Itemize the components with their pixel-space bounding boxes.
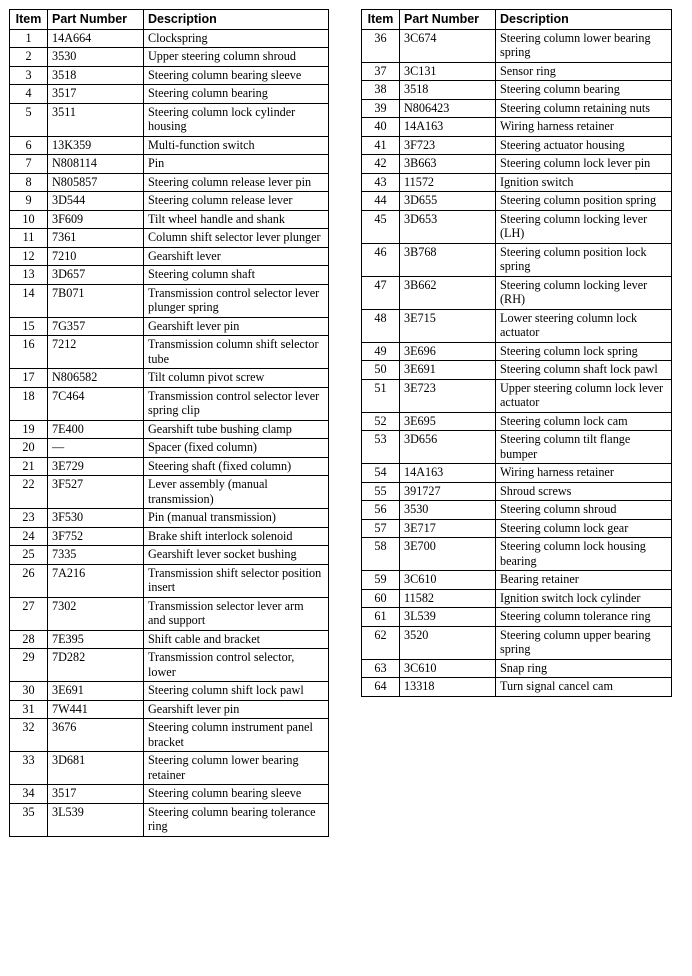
description-cell: Snap ring — [496, 659, 672, 678]
description-cell: Sensor ring — [496, 62, 672, 81]
table-row — [362, 589, 672, 608]
table-row — [10, 29, 329, 48]
part-number-cell: — — [48, 439, 144, 458]
part-number-cell: 3D656 — [400, 431, 496, 464]
part-number-cell: 3E729 — [48, 457, 144, 476]
table-row — [362, 379, 672, 412]
item-number-cell: 27 — [10, 597, 48, 630]
description-cell: Transmission column shift selector tube — [144, 336, 329, 369]
table-row — [362, 678, 672, 697]
part-number-cell: 3E700 — [400, 538, 496, 571]
description-cell: Steering column lock gear — [496, 519, 672, 538]
table-row — [10, 136, 329, 155]
description-cell: Wiring harness retainer — [496, 464, 672, 483]
part-number-cell: 3C610 — [400, 659, 496, 678]
description-cell: Steering column shaft lock pawl — [496, 361, 672, 380]
item-number-cell: 31 — [10, 700, 48, 719]
item-number-cell: 38 — [362, 81, 400, 100]
part-number-cell: 3E696 — [400, 342, 496, 361]
table-row — [362, 276, 672, 309]
table-row — [362, 464, 672, 483]
table-row — [10, 369, 329, 388]
item-number-cell: 61 — [362, 608, 400, 627]
item-number-cell: 37 — [362, 62, 400, 81]
table-row — [362, 431, 672, 464]
description-cell: Steering column bearing sleeve — [144, 66, 329, 85]
part-number-cell: 3E691 — [400, 361, 496, 380]
description-cell: Wiring harness retainer — [496, 118, 672, 137]
part-number-cell: 3517 — [48, 85, 144, 104]
item-number-cell: 25 — [10, 546, 48, 565]
part-number-cell: 7E395 — [48, 630, 144, 649]
part-number-cell: 3F530 — [48, 509, 144, 528]
part-number-cell: 3D657 — [48, 266, 144, 285]
column-header-part-number: Part Number — [48, 10, 144, 30]
table-header-row — [362, 10, 672, 30]
description-cell: Ignition switch lock cylinder — [496, 589, 672, 608]
table-row — [362, 538, 672, 571]
item-number-cell: 6 — [10, 136, 48, 155]
table-row — [362, 659, 672, 678]
table-row — [10, 229, 329, 248]
item-number-cell: 50 — [362, 361, 400, 380]
item-number-cell: 57 — [362, 519, 400, 538]
description-cell: Shroud screws — [496, 482, 672, 501]
description-cell: Steering column lock housing bearing — [496, 538, 672, 571]
table-row — [10, 155, 329, 174]
table-row — [362, 62, 672, 81]
table-row — [362, 501, 672, 520]
table-row — [362, 155, 672, 174]
part-number-cell: 7E400 — [48, 420, 144, 439]
table-row — [10, 803, 329, 836]
item-number-cell: 39 — [362, 99, 400, 118]
description-cell: Steering column lock spring — [496, 342, 672, 361]
part-number-cell: 3C674 — [400, 29, 496, 62]
part-number-cell: 3E717 — [400, 519, 496, 538]
item-number-cell: 54 — [362, 464, 400, 483]
description-cell: Turn signal cancel cam — [496, 678, 672, 697]
part-number-cell: 3517 — [48, 785, 144, 804]
description-cell: Steering column bearing — [144, 85, 329, 104]
table-row — [362, 118, 672, 137]
part-number-cell: 3C131 — [400, 62, 496, 81]
part-number-cell: 13K359 — [48, 136, 144, 155]
table-row — [362, 626, 672, 659]
item-number-cell: 45 — [362, 210, 400, 243]
table-row — [362, 173, 672, 192]
description-cell: Steering column locking lever (LH) — [496, 210, 672, 243]
description-cell: Tilt wheel handle and shank — [144, 210, 329, 229]
description-cell: Gearshift lever pin — [144, 700, 329, 719]
description-cell: Tilt column pivot screw — [144, 369, 329, 388]
item-number-cell: 20 — [10, 439, 48, 458]
table-row — [10, 284, 329, 317]
part-number-cell: 14A163 — [400, 118, 496, 137]
description-cell: Steering column lock lever pin — [496, 155, 672, 174]
description-cell: Steering column retaining nuts — [496, 99, 672, 118]
part-number-cell: N808114 — [48, 155, 144, 174]
item-number-cell: 5 — [10, 103, 48, 136]
table-row — [362, 192, 672, 211]
item-number-cell: 56 — [362, 501, 400, 520]
part-number-cell: 7G357 — [48, 317, 144, 336]
part-number-cell: 7W441 — [48, 700, 144, 719]
column-header-part-number: Part Number — [400, 10, 496, 30]
description-cell: Steering column shroud — [496, 501, 672, 520]
part-number-cell: 3D653 — [400, 210, 496, 243]
description-cell: Pin (manual transmission) — [144, 509, 329, 528]
item-number-cell: 60 — [362, 589, 400, 608]
item-number-cell: 24 — [10, 527, 48, 546]
item-number-cell: 64 — [362, 678, 400, 697]
description-cell: Transmission control selector lever plunger spring — [144, 284, 329, 317]
part-number-cell: 3C610 — [400, 571, 496, 590]
item-number-cell: 7 — [10, 155, 48, 174]
part-number-cell: 7A216 — [48, 564, 144, 597]
description-cell: Steering column tilt flange bumper — [496, 431, 672, 464]
table-row — [10, 682, 329, 701]
table-row — [10, 85, 329, 104]
part-number-cell: 7302 — [48, 597, 144, 630]
table-row — [362, 482, 672, 501]
item-number-cell: 48 — [362, 309, 400, 342]
column-header-item: Item — [10, 10, 48, 30]
item-number-cell: 62 — [362, 626, 400, 659]
item-number-cell: 42 — [362, 155, 400, 174]
item-number-cell: 58 — [362, 538, 400, 571]
description-cell: Steering column bearing sleeve — [144, 785, 329, 804]
part-number-cell: 7361 — [48, 229, 144, 248]
item-number-cell: 21 — [10, 457, 48, 476]
description-cell: Spacer (fixed column) — [144, 439, 329, 458]
part-number-cell: N806582 — [48, 369, 144, 388]
part-number-cell: 7B071 — [48, 284, 144, 317]
part-number-cell: 3F527 — [48, 476, 144, 509]
part-number-cell: 3F752 — [48, 527, 144, 546]
table-row — [10, 210, 329, 229]
item-number-cell: 28 — [10, 630, 48, 649]
part-number-cell: 3518 — [48, 66, 144, 85]
part-number-cell: 3E715 — [400, 309, 496, 342]
item-number-cell: 51 — [362, 379, 400, 412]
part-number-cell: 7D282 — [48, 649, 144, 682]
description-cell: Steering column lower bearing retainer — [144, 752, 329, 785]
description-cell: Transmission control selector lever spring clip — [144, 387, 329, 420]
description-cell: Steering column tolerance ring — [496, 608, 672, 627]
item-number-cell: 23 — [10, 509, 48, 528]
column-header-description: Description — [144, 10, 329, 30]
table-row — [362, 210, 672, 243]
item-number-cell: 29 — [10, 649, 48, 682]
table-row — [10, 48, 329, 67]
description-cell: Steering column position lock spring — [496, 243, 672, 276]
item-number-cell: 12 — [10, 247, 48, 266]
item-number-cell: 13 — [10, 266, 48, 285]
table-row — [10, 630, 329, 649]
part-number-cell: 14A664 — [48, 29, 144, 48]
part-number-cell: 3530 — [48, 48, 144, 67]
part-number-cell: 11582 — [400, 589, 496, 608]
description-cell: Transmission shift selector position insert — [144, 564, 329, 597]
table-row — [362, 412, 672, 431]
table-row — [10, 336, 329, 369]
part-number-cell: 3676 — [48, 719, 144, 752]
description-cell: Steering column position spring — [496, 192, 672, 211]
part-number-cell: 3E723 — [400, 379, 496, 412]
item-number-cell: 10 — [10, 210, 48, 229]
item-number-cell: 49 — [362, 342, 400, 361]
table-row — [10, 420, 329, 439]
part-number-cell: 7212 — [48, 336, 144, 369]
description-cell: Steering column lower bearing spring — [496, 29, 672, 62]
table-row — [362, 81, 672, 100]
description-cell: Steering column lock cylinder housing — [144, 103, 329, 136]
description-cell: Steering column release lever pin — [144, 173, 329, 192]
description-cell: Steering column upper bearing spring — [496, 626, 672, 659]
item-number-cell: 22 — [10, 476, 48, 509]
part-number-cell: 3D655 — [400, 192, 496, 211]
table-row — [10, 752, 329, 785]
item-number-cell: 34 — [10, 785, 48, 804]
item-number-cell: 40 — [362, 118, 400, 137]
item-number-cell: 11 — [10, 229, 48, 248]
description-cell: Gearshift tube bushing clamp — [144, 420, 329, 439]
item-number-cell: 17 — [10, 369, 48, 388]
item-number-cell: 32 — [10, 719, 48, 752]
description-cell: Lever assembly (manual transmission) — [144, 476, 329, 509]
description-cell: Column shift selector lever plunger — [144, 229, 329, 248]
part-number-cell: 3L539 — [400, 608, 496, 627]
part-number-cell: 11572 — [400, 173, 496, 192]
table-row — [10, 719, 329, 752]
table-row — [10, 700, 329, 719]
part-number-cell: 7210 — [48, 247, 144, 266]
part-number-cell: 3L539 — [48, 803, 144, 836]
table-row — [10, 546, 329, 565]
description-cell: Gearshift lever — [144, 247, 329, 266]
item-number-cell: 35 — [10, 803, 48, 836]
part-number-cell: 3511 — [48, 103, 144, 136]
description-cell: Ignition switch — [496, 173, 672, 192]
parts-table-right — [361, 9, 672, 697]
table-row — [362, 309, 672, 342]
parts-table-right-body — [362, 29, 672, 696]
table-row — [362, 99, 672, 118]
part-number-cell: 3E691 — [48, 682, 144, 701]
part-number-cell: N805857 — [48, 173, 144, 192]
description-cell: Multi-function switch — [144, 136, 329, 155]
item-number-cell: 4 — [10, 85, 48, 104]
item-number-cell: 2 — [10, 48, 48, 67]
column-header-item: Item — [362, 10, 400, 30]
table-row — [10, 476, 329, 509]
item-number-cell: 1 — [10, 29, 48, 48]
description-cell: Steering column shift lock pawl — [144, 682, 329, 701]
table-row — [10, 192, 329, 211]
description-cell: Steering column shaft — [144, 266, 329, 285]
part-number-cell: 3B663 — [400, 155, 496, 174]
item-number-cell: 3 — [10, 66, 48, 85]
part-number-cell: 14A163 — [400, 464, 496, 483]
description-cell: Gearshift lever socket bushing — [144, 546, 329, 565]
table-row — [362, 243, 672, 276]
item-number-cell: 8 — [10, 173, 48, 192]
table-row — [10, 387, 329, 420]
table-row — [362, 571, 672, 590]
description-cell: Steering actuator housing — [496, 136, 672, 155]
item-number-cell: 59 — [362, 571, 400, 590]
item-number-cell: 55 — [362, 482, 400, 501]
description-cell: Shift cable and bracket — [144, 630, 329, 649]
item-number-cell: 46 — [362, 243, 400, 276]
description-cell: Pin — [144, 155, 329, 174]
description-cell: Upper steering column shroud — [144, 48, 329, 67]
table-row — [10, 66, 329, 85]
item-number-cell: 15 — [10, 317, 48, 336]
description-cell: Steering column bearing — [496, 81, 672, 100]
part-number-cell: 391727 — [400, 482, 496, 501]
table-row — [10, 597, 329, 630]
part-number-cell: 3B662 — [400, 276, 496, 309]
part-number-cell: 3F609 — [48, 210, 144, 229]
item-number-cell: 47 — [362, 276, 400, 309]
table-row — [10, 266, 329, 285]
table-row — [10, 649, 329, 682]
part-number-cell: N806423 — [400, 99, 496, 118]
item-number-cell: 18 — [10, 387, 48, 420]
part-number-cell: 3530 — [400, 501, 496, 520]
table-row — [10, 173, 329, 192]
description-cell: Bearing retainer — [496, 571, 672, 590]
description-cell: Lower steering column lock actuator — [496, 309, 672, 342]
item-number-cell: 14 — [10, 284, 48, 317]
part-number-cell: 3520 — [400, 626, 496, 659]
table-row — [10, 317, 329, 336]
description-cell: Gearshift lever pin — [144, 317, 329, 336]
item-number-cell: 53 — [362, 431, 400, 464]
table-row — [362, 29, 672, 62]
item-number-cell: 26 — [10, 564, 48, 597]
item-number-cell: 43 — [362, 173, 400, 192]
item-number-cell: 33 — [10, 752, 48, 785]
description-cell: Steering column instrument panel bracket — [144, 719, 329, 752]
part-number-cell: 3D544 — [48, 192, 144, 211]
table-row — [362, 519, 672, 538]
parts-table-left — [9, 9, 329, 837]
table-row — [10, 527, 329, 546]
table-row — [10, 785, 329, 804]
part-number-cell: 3D681 — [48, 752, 144, 785]
description-cell: Transmission control selector, lower — [144, 649, 329, 682]
column-header-description: Description — [496, 10, 672, 30]
item-number-cell: 36 — [362, 29, 400, 62]
part-number-cell: 3518 — [400, 81, 496, 100]
description-cell: Steering column locking lever (RH) — [496, 276, 672, 309]
table-row — [10, 103, 329, 136]
item-number-cell: 19 — [10, 420, 48, 439]
description-cell: Brake shift interlock solenoid — [144, 527, 329, 546]
parts-table-left-body — [10, 29, 329, 836]
table-row — [10, 439, 329, 458]
description-cell: Upper steering column lock lever actuator — [496, 379, 672, 412]
table-header-row — [10, 10, 329, 30]
table-row — [362, 608, 672, 627]
item-number-cell: 44 — [362, 192, 400, 211]
part-number-cell: 7C464 — [48, 387, 144, 420]
part-number-cell: 3E695 — [400, 412, 496, 431]
description-cell: Steering column bearing tolerance ring — [144, 803, 329, 836]
part-number-cell: 3B768 — [400, 243, 496, 276]
item-number-cell: 30 — [10, 682, 48, 701]
item-number-cell: 41 — [362, 136, 400, 155]
table-row — [10, 247, 329, 266]
part-number-cell: 13318 — [400, 678, 496, 697]
item-number-cell: 52 — [362, 412, 400, 431]
item-number-cell: 63 — [362, 659, 400, 678]
part-number-cell: 3F723 — [400, 136, 496, 155]
table-row — [10, 509, 329, 528]
part-number-cell: 7335 — [48, 546, 144, 565]
description-cell: Steering shaft (fixed column) — [144, 457, 329, 476]
table-row — [362, 136, 672, 155]
description-cell: Clockspring — [144, 29, 329, 48]
item-number-cell: 16 — [10, 336, 48, 369]
item-number-cell: 9 — [10, 192, 48, 211]
table-row — [362, 342, 672, 361]
description-cell: Steering column lock cam — [496, 412, 672, 431]
table-row — [10, 457, 329, 476]
description-cell: Transmission selector lever arm and support — [144, 597, 329, 630]
table-row — [10, 564, 329, 597]
table-row — [362, 361, 672, 380]
description-cell: Steering column release lever — [144, 192, 329, 211]
